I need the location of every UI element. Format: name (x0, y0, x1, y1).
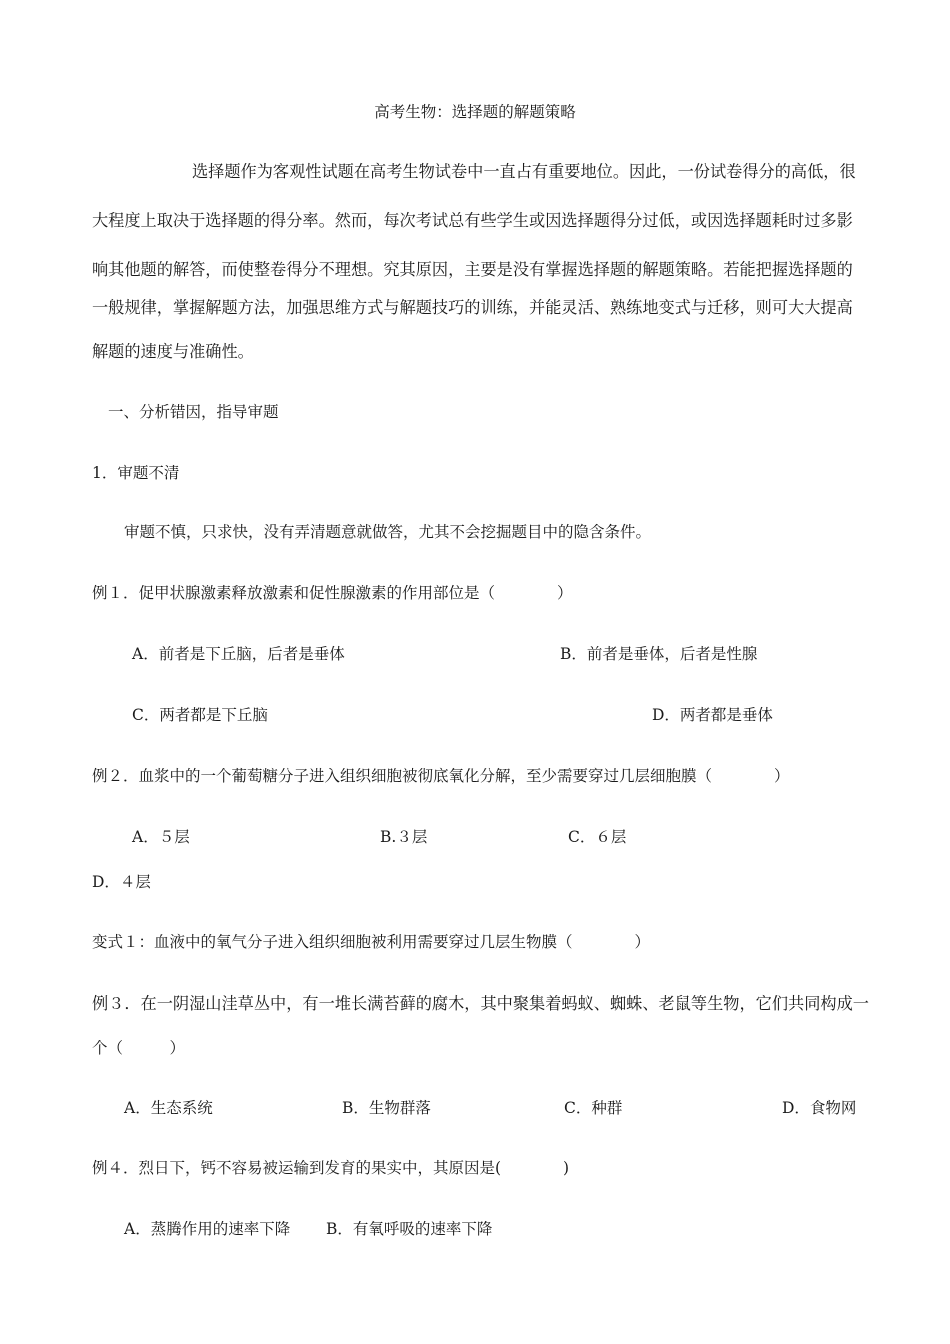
question-1-option-a: A．前者是下丘脑，后者是垂体 (132, 645, 345, 663)
variant-1: 变式１：血液中的氧气分子进入组织细胞被利用需要穿过几层生物膜（ ） (92, 933, 651, 951)
question-3-stem-line-2: 个（ ） (92, 1039, 186, 1057)
question-2-option-b: B.３层 (380, 828, 428, 846)
intro-line-5: 解题的速度与准确性。 (92, 342, 254, 361)
intro-line-2: 大程度上取决于选择题的得分率。然而，每次考试总有些学生或因选择题得分过低，或因选择题耗时过多影 (92, 211, 853, 230)
question-3-option-b: B．生物群落 (342, 1099, 431, 1117)
question-3-stem-line-1: 例３．在一阴湿山洼草丛中，有一堆长满苔藓的腐木，其中聚集着蚂蚁、蜘蛛、老鼠等生物，它们共同构成一 (92, 994, 869, 1013)
question-3-option-c: C．种群 (564, 1099, 623, 1117)
question-3-option-d: D．食物网 (782, 1099, 857, 1117)
question-4-stem: 例４．烈日下，钙不容易被运输到发育的果实中，其原因是( ) (92, 1159, 570, 1177)
question-4-option-b: B．有氧呼吸的速率下降 (326, 1220, 493, 1238)
question-1-stem: 例１．促甲状腺激素释放激素和促性腺激素的作用部位是（ ） (92, 584, 573, 602)
question-1-option-d: D．两者都是垂体 (652, 706, 773, 724)
question-2-stem: 例２．血浆中的一个葡萄糖分子进入组织细胞被彻底氧化分解，至少需要穿过几层细胞膜（ ） (92, 767, 790, 785)
question-1-option-b: B．前者是垂体，后者是性腺 (560, 645, 758, 663)
intro-line-3: 响其他题的解答，而使整卷得分不理想。究其原因，主要是没有掌握选择题的解题策略。若能把握选择题的 (92, 260, 853, 279)
question-2-option-d: D．４层 (92, 873, 151, 891)
question-3-option-a: A．生态系统 (124, 1099, 213, 1117)
question-4-option-a: A．蒸腾作用的速率下降 (124, 1220, 291, 1238)
question-2-option-a: A．５层 (132, 828, 190, 846)
section-heading: 一、分析错因，指导审题 (108, 403, 279, 421)
subsection-description: 审题不慎，只求快，没有弄清题意就做答，尤其不会挖掘题目中的隐含条件。 (124, 523, 652, 541)
subsection-heading: 1．审题不清 (92, 464, 180, 482)
page-title: 高考生物：选择题的解题策略 (374, 103, 576, 121)
question-1-option-c: C．两者都是下丘脑 (132, 706, 268, 724)
question-2-option-c: C．６层 (568, 828, 627, 846)
intro-line-4: 一般规律，掌握解题方法，加强思维方式与解题技巧的训练，并能灵活、熟练地变式与迁移，则可大大提高 (92, 298, 853, 317)
intro-line-1: 选择题作为客观性试题在高考生物试卷中一直占有重要地位。因此，一份试卷得分的高低，很 (192, 162, 856, 181)
